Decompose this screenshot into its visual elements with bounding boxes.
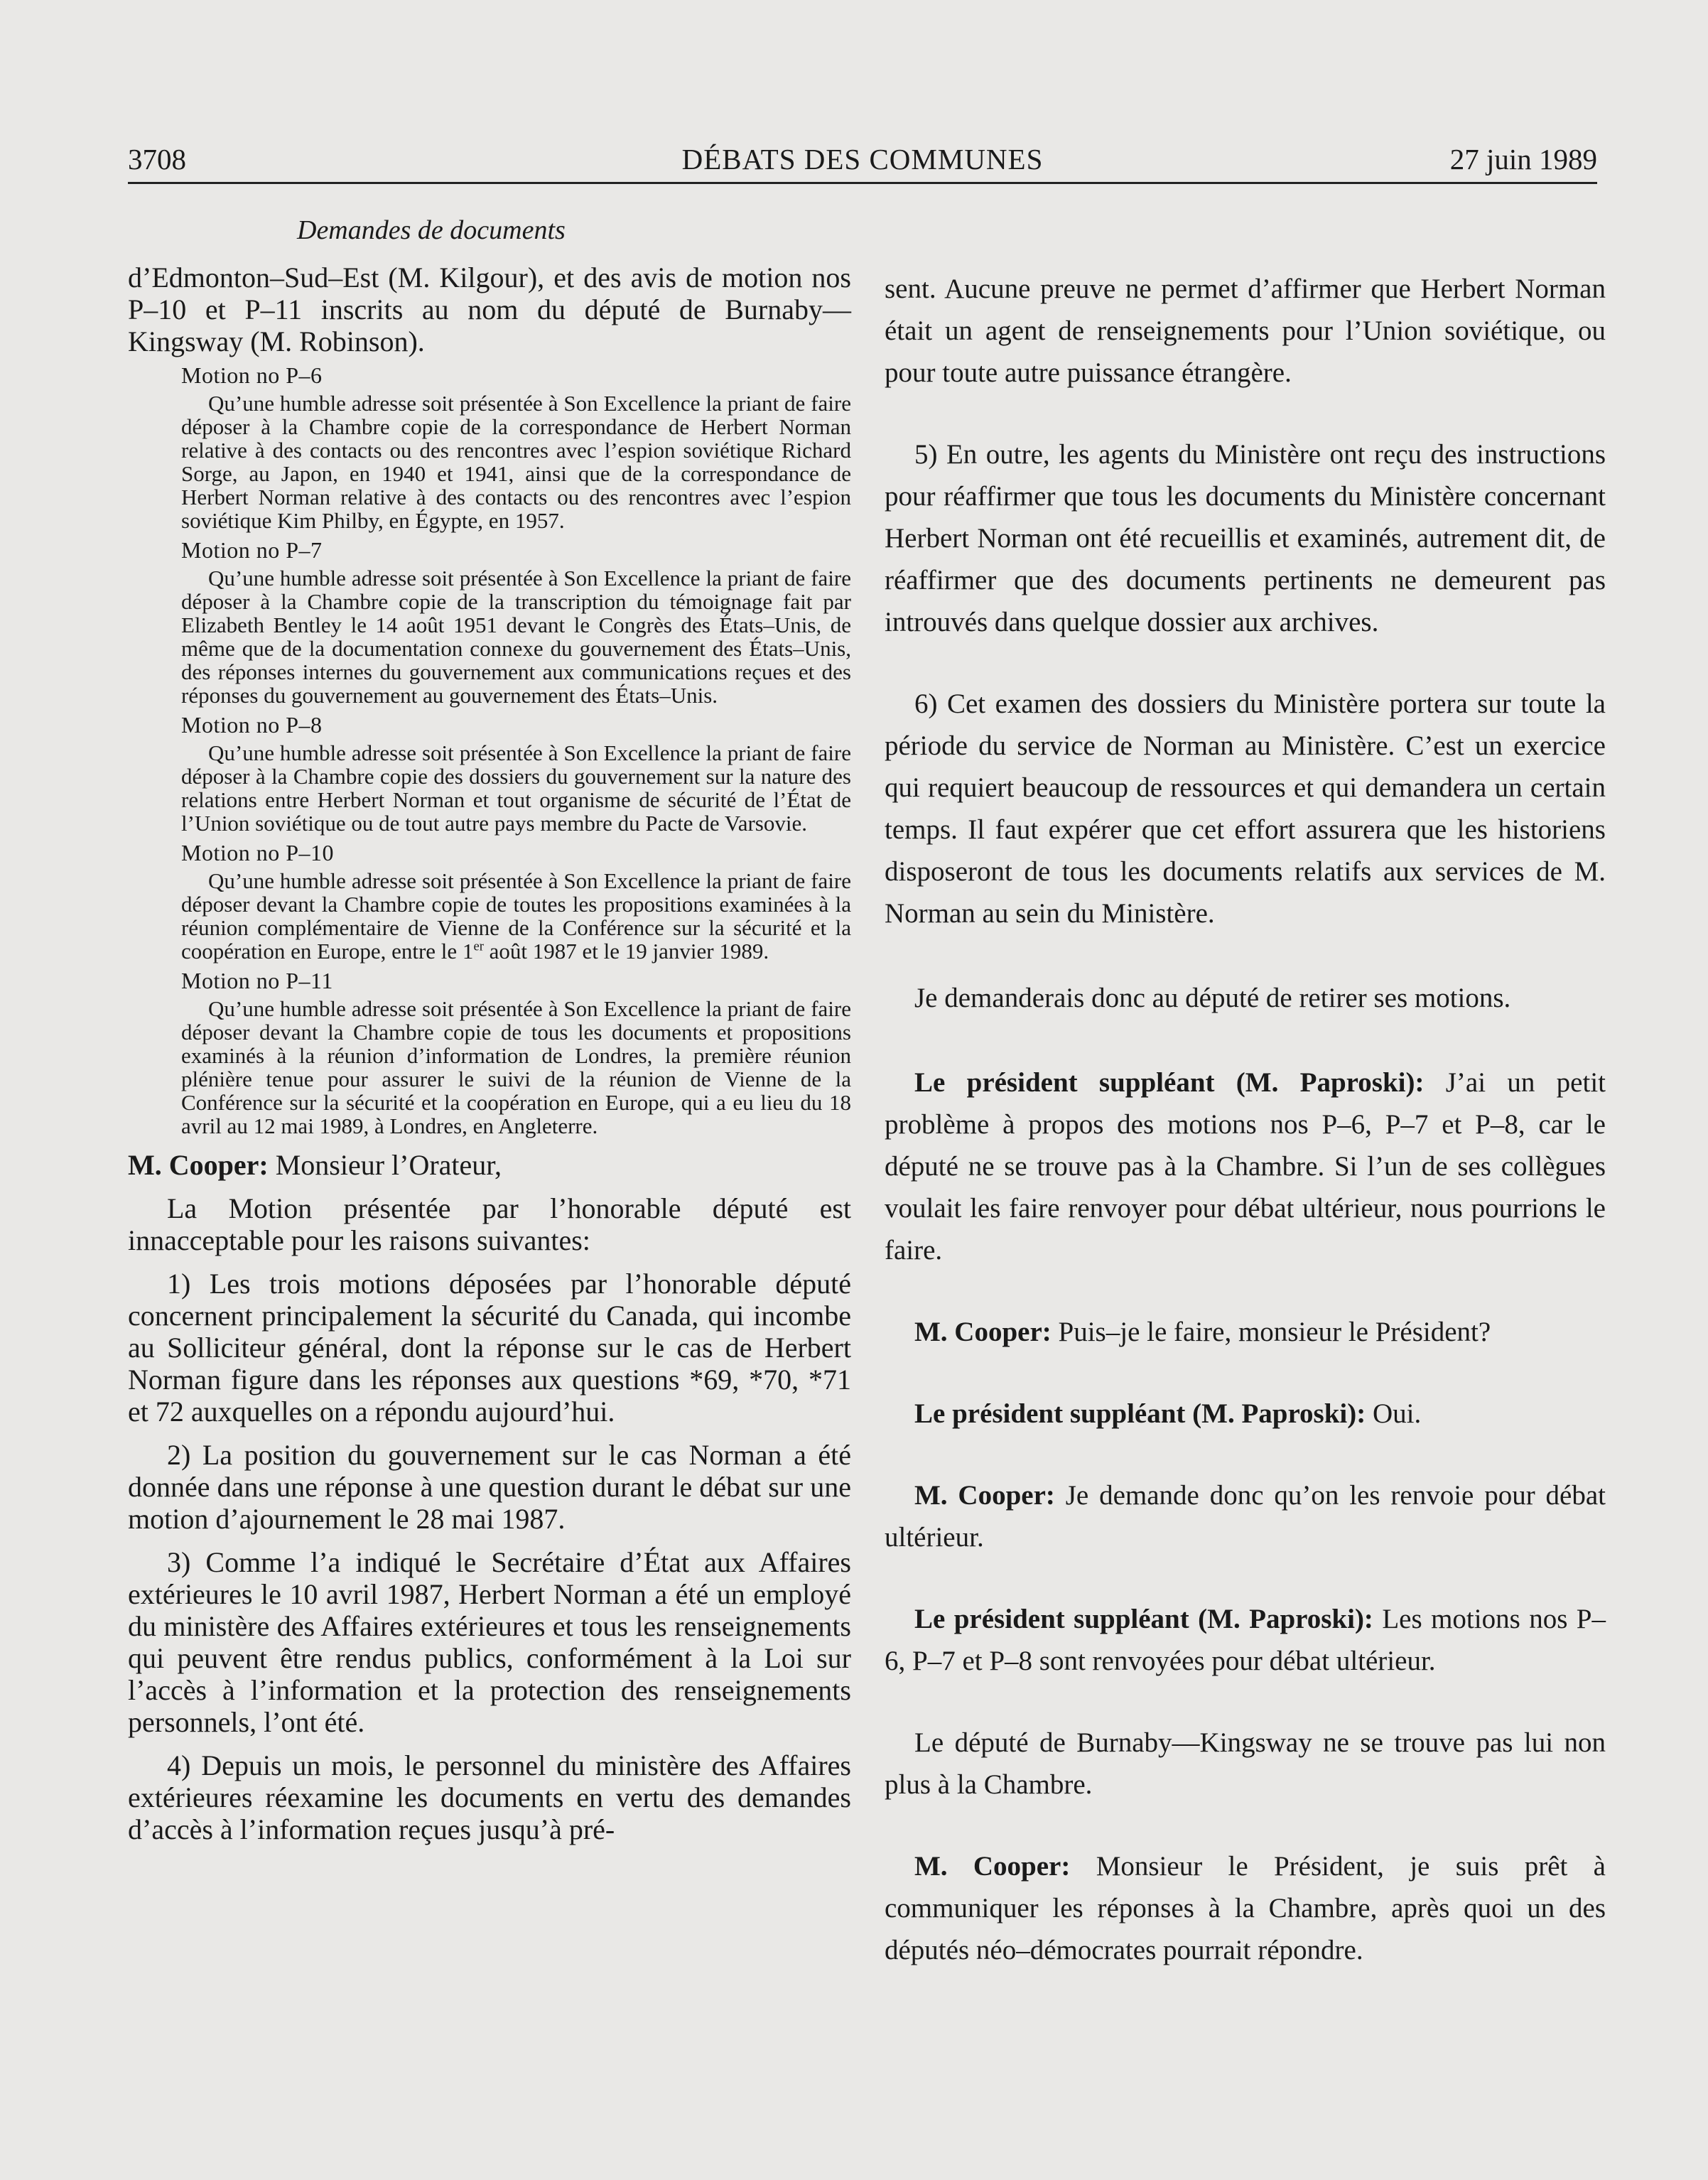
cooper-opening: M. Cooper: Monsieur l’Orateur, xyxy=(128,1149,502,1181)
motion-label: Motion no P–10 xyxy=(181,840,335,865)
page-number: 3708 xyxy=(128,143,186,176)
exchange-paragraph: M. Cooper: Monsieur le Président, je suis prêt à communiquer les réponses à la Chambre, après quoi un des députés néo–démocrates pourrait répondre. xyxy=(885,1851,1606,1965)
motion-text: Qu’une humble adresse soit présentée à Son Excellence la priant de faire déposer à la Chambre copie des dossiers du gouvernement sur la nature des relations entre Herbert Norman et tout organisme de sécurité de l’État de l’Union soviétique ou de tout autre pays membre du Pacte de Varsovie. xyxy=(181,740,851,836)
body-paragraph: 6) Cet examen des dossiers du Ministère portera sur toute la période du service de Norman au Ministère. C’est un exercice qui requiert beaucoup de ressources et qui demandera un certain temps. Il faut expérer que cet effort assurera que les historiens disposeront de tous les documents relatifs aux services de M. Norman au sein du Ministère. xyxy=(885,689,1606,929)
motion-text: Qu’une humble adresse soit présentée à Son Excellence la priant de faire déposer devant la Chambre copie de toutes les propositions examinées à la réunion complémentaire de Vienne de la Conférence sur la sécurité et la coopération en Europe, entre le 1er août 1987 et le 19 janvier 1989. xyxy=(181,868,851,964)
continued-paragraph: sent. Aucune preuve ne permet d’affirmer que Herbert Norman était un agent de renseignements pour l’Union soviétique, ou pour toute autre puissance étrangère. xyxy=(885,274,1606,388)
body-paragraph: Je demanderais donc au député de retirer ses motions. xyxy=(914,983,1511,1013)
body-paragraph: 5) En outre, les agents du Ministère ont reçu des instructions pour réaffirmer que tous les documents du Ministère concernant Herbert Norman ont été recueillis et examinés, autrement dit, de réaffirmer que des documents pertinents ne demeurent pas introuvés dans quelque dossier aux archives. xyxy=(885,439,1606,637)
superscript: er xyxy=(473,939,484,954)
body-paragraph: 3) Comme l’a indiqué le Secrétaire d’État aux Affaires extérieures le 10 avril 1987, Herbert Norman a été un employé du ministère des Affaires extérieures et tous les renseignements qui peuvent être rendus publics, conformément à la Loi sur l’accès à l’information et la protection des renseignements personnels, l’ont été. xyxy=(128,1546,851,1738)
body-paragraph: 1) Les trois motions déposées par l’honorable député concernent principalement la sécurité du Canada, qui incombe au Solliciteur général, dont la réponse sur le cas de Herbert Norman figure dans les réponses aux questions *69, *70, *71 et 72 auxquelles on a répondu aujourd’hui. xyxy=(128,1268,851,1428)
motion-text: Qu’une humble adresse soit présentée à Son Excellence la priant de faire déposer à la Chambre copie de la transcription du témoignage fait par Elizabeth Bentley le 14 août 1951 devant le Congrès des États–Unis, de même que de la documentation connexe du gouvernement des États–Unis, des réponses internes du gouvernement aux communications reçues et des réponses du gouvernement au gouvernement des États–Unis. xyxy=(181,566,851,708)
speaker-name: M. Cooper: xyxy=(128,1149,269,1181)
exchange-paragraph: Le président suppléant (M. Paproski): J’ai un petit problème à propos des motions nos P–6, P–7 et P–8, car le député ne se trouve pas à la Chambre. Si l’un de ses collègues voulait les faire renvoyer pour débat ultérieur, nous pourrions le faire. xyxy=(885,1067,1606,1266)
body-paragraph: 4) Depuis un mois, le personnel du ministère des Affaires extérieures réexamine les documents en vertu des demandes d’accès à l’information reçues jusqu’à pré- xyxy=(128,1749,851,1845)
publication-date: 27 juin 1989 xyxy=(1449,143,1597,176)
left-column xyxy=(128,213,851,1845)
motion-text: Qu’une humble adresse soit présentée à Son Excellence la priant de faire déposer à la Chambre copie de la correspondance de Herbert Norman relative à des contacts ou des rencontres avec l’espion soviétique Richard Sorge, au Japon, en 1940 et 1941, ainsi que de la correspondance de Herbert Norman relative à des contacts ou des rencontres avec l’espion soviétique Kim Philby, en Égypte, en 1957. xyxy=(181,391,851,533)
publication-title: DÉBATS DES COMMUNES xyxy=(681,143,1044,176)
exchange-paragraph: Le président suppléant (M. Paproski): Oui. xyxy=(914,1398,1422,1429)
motion-label: Motion no P–8 xyxy=(181,712,323,738)
speaker-name: M. Cooper: xyxy=(914,1317,1052,1347)
motion-label: Motion no P–11 xyxy=(181,968,333,993)
intro-paragraph: d’Edmonton–Sud–Est (M. Kilgour), et des avis de motion nos P–10 et P–11 inscrits au nom du député de Burnaby—Kingsway (M. Robinson). xyxy=(128,261,851,357)
body-paragraph: 2) La position du gouvernement sur le cas Norman a été donnée dans une réponse à une question durant le débat sur une motion d’ajournement le 28 mai 1987. xyxy=(128,1439,851,1535)
motion-label: Motion no P–7 xyxy=(181,537,323,563)
speaker-name: M. Cooper: xyxy=(914,1480,1055,1511)
body-paragraph: La Motion présentée par l’honorable député est innacceptable pour les raisons suivantes: xyxy=(128,1192,851,1256)
exchange-paragraph: M. Cooper: Puis–je le faire, monsieur le Président? xyxy=(914,1317,1491,1347)
right-column xyxy=(885,213,1606,1971)
page-header xyxy=(128,139,1597,179)
speaker-name: M. Cooper: xyxy=(914,1851,1071,1882)
motion-text: Qu’une humble adresse soit présentée à Son Excellence la priant de faire déposer devant la Chambre copie de tous les documents et propositions examinés à la réunion d’information de Londres, la première réunion plénière tenue pour assurer le suivi de la réunion de Vienne de la Conférence sur la sécurité et la coopération en Europe, qui a eu lieu du 18 avril au 12 mai 1989, à Londres, en Angleterre. xyxy=(181,996,851,1138)
exchange-paragraph: M. Cooper: Je demande donc qu’on les renvoie pour débat ultérieur. xyxy=(885,1480,1606,1553)
section-subheading: Demandes de documents xyxy=(297,215,566,245)
header-rule xyxy=(128,182,1597,184)
exchange-paragraph: Le député de Burnaby—Kingsway ne se trouve pas lui non plus à la Chambre. xyxy=(885,1727,1606,1800)
speaker-name: Le président suppléant (M. Paproski): xyxy=(914,1067,1425,1098)
speaker-name: Le président suppléant (M. Paproski): xyxy=(914,1398,1366,1429)
speaker-name: Le président suppléant (M. Paproski): xyxy=(914,1604,1373,1634)
motion-label: Motion no P–6 xyxy=(181,362,323,388)
exchange-paragraph: Le président suppléant (M. Paproski): Les motions nos P–6, P–7 et P–8 sont renvoyées pour débat ultérieur. xyxy=(885,1604,1606,1676)
